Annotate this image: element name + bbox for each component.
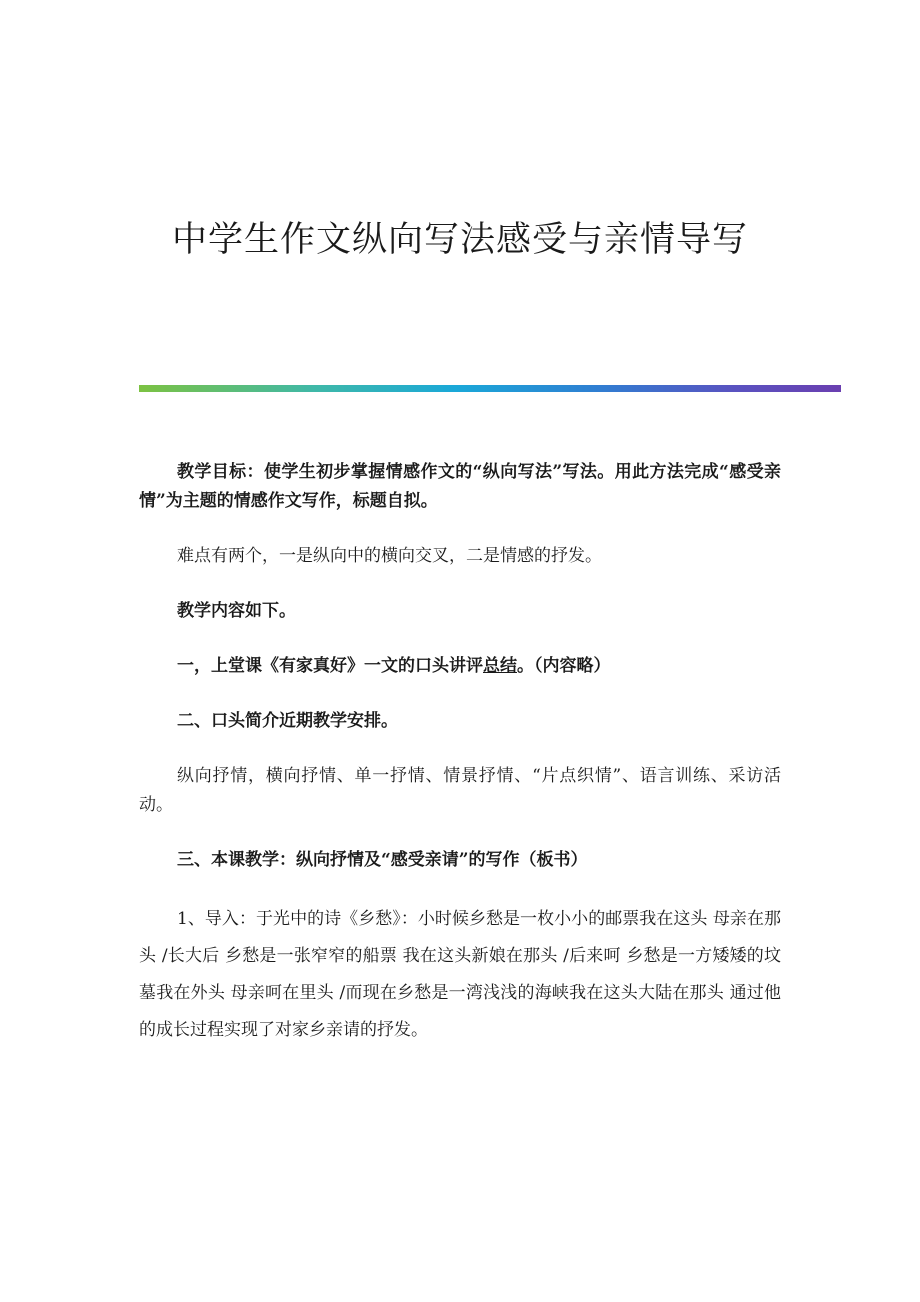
gradient-divider (139, 385, 841, 392)
section-one-heading (139, 652, 781, 681)
section-one-suffix: 。（内容略） (517, 656, 611, 676)
section-one-text: 一，上堂课《有家真好》一文的口头讲评 (177, 656, 483, 676)
document-body (139, 458, 781, 1075)
section-two-heading: 二、口头简介近期教学安排。 (177, 711, 398, 731)
difficulty-paragraph: 难点有两个，一是纵向中的横向交叉，二是情感的抒发。 (177, 546, 602, 566)
intro-poem-paragraph: 1、导入：于光中的诗《乡愁》：小时候乡愁是一枚小小的邮票我在这头 母亲在那头 /长大后 乡愁是一张窄窄的船票 我在这头新娘在那头 /后来呵 乡愁是一方矮矮的坟墓我在外头 母亲呵在里头 /而现在乡愁是一湾浅浅的海峡我在这头大陆在那头 通过他的成长过程实现了对家乡亲请的抒发。 (139, 909, 781, 1040)
section-one-underlined-text: 总结 (483, 656, 517, 676)
content-intro-paragraph: 教学内容如下。 (177, 601, 296, 621)
teaching-goal-paragraph: 教学目标：使学生初步掌握情感作文的“纵向写法”写法。用此方法完成“感受亲情”为主题的情感作文写作，标题自拟。 (139, 462, 781, 511)
section-three-heading: 三、本课教学：纵向抒情及“感受亲请”的写作（板书） (177, 850, 588, 870)
document-title: 中学生作文纵向写法感受与亲情导写 (171, 220, 748, 260)
schedule-paragraph: 纵向抒情，横向抒情、单一抒情、情景抒情、“片点织情”、语言训练、采访活动。 (139, 766, 781, 815)
